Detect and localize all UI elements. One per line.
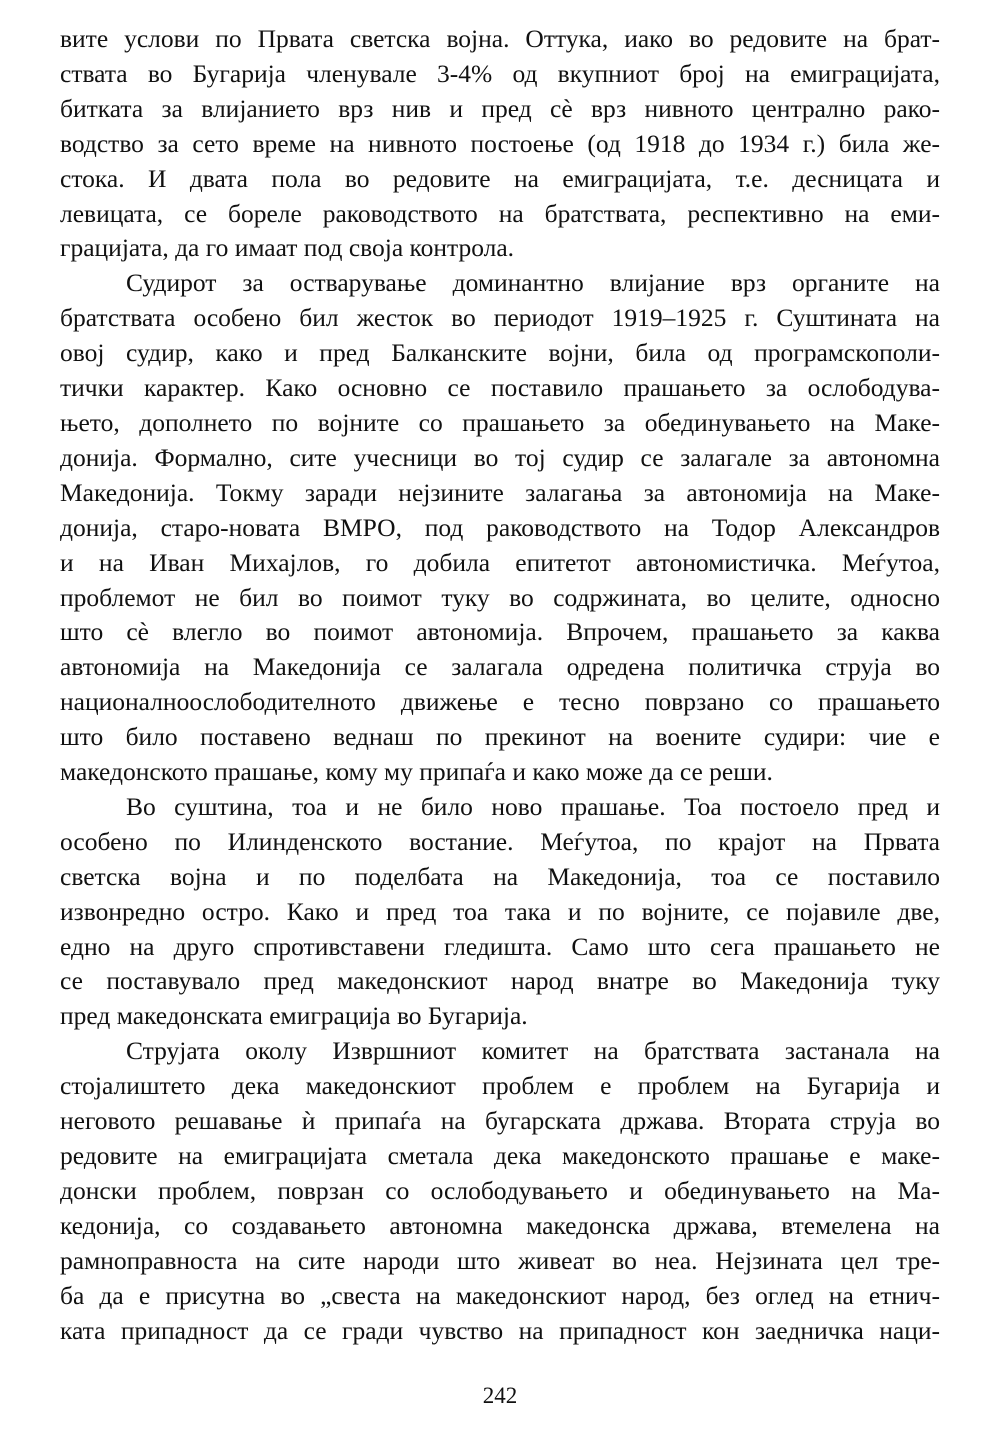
text-line: њето, дополнето по војните со прашањето за обединувањето на Маке- bbox=[60, 407, 940, 437]
text-line: рамноправноста на сите народи што живеат во неа. Нејзината цел тре- bbox=[60, 1245, 940, 1275]
text-line: редовите на емиграцијата сметала дека македонското прашање е маке- bbox=[60, 1141, 940, 1170]
text-line: стока. И двата пола во редовите на емиграцијата, т.е. десницата и bbox=[60, 163, 940, 193]
text-line: ствата во Бугарија членувале 3-4% од вкупниот број на емиграцијата, bbox=[60, 58, 940, 88]
text-line: братствата особено бил жесток во периодот 1919–1925 г. Суштината на bbox=[60, 303, 940, 333]
text-line: Струјата околу Извршниот комитет на братствата застанала на bbox=[126, 1036, 940, 1066]
text-line: и на Иван Михајлов, го добила епитетот автономистичка. Меѓутоа, bbox=[60, 547, 940, 577]
text-line: македонското прашање, кому му припаѓа и како може да се реши. bbox=[60, 757, 773, 787]
text-line: вите услови по Првата светска војна. Оттука, иако во редовите на брат- bbox=[60, 24, 940, 53]
text-line: извонредно остро. Како и пред тоа така и по војните, се појавиле две, bbox=[60, 896, 940, 926]
text-line: грацијата, да го имаат под своја контрола. bbox=[60, 233, 515, 263]
text-line: ката припадност да се гради чувство на припадност кон заедничка наци- bbox=[60, 1315, 940, 1345]
text-line: ба да е присутна во „свеста на македонскиот народ, без оглед на етнич- bbox=[60, 1280, 940, 1310]
text-line: проблемот не бил во поимот туку во содржината, во целите, односно bbox=[60, 582, 940, 612]
text-line: стојалиштето дека македонскиот проблем е проблем на Бугарија и bbox=[60, 1071, 940, 1101]
text-line: донија. Формално, сите учесници во тој судир се залагале за автономна bbox=[60, 442, 940, 472]
text-line: Во суштина, тоа и не било ново прашање. Тоа постоело пред и bbox=[126, 791, 940, 821]
text-line: националноослободителното движење е тесно поврзано со прашањето bbox=[60, 687, 940, 717]
text-line: се поставувало пред македонскиот народ внатре во Македонија туку bbox=[60, 966, 940, 996]
text-line: донски проблем, поврзан со ослободувањето и обединувањето на Ма- bbox=[60, 1175, 940, 1205]
body-text bbox=[60, 22, 940, 1348]
text-line: тички карактер. Како основно се поставило прашањето за ослободува- bbox=[60, 373, 940, 403]
text-line: неговото решавање ѝ припаѓа на бугарската држава. Втората струја во bbox=[60, 1106, 940, 1136]
text-line: светска војна и по поделбата на Македонија, тоа се поставило bbox=[60, 861, 940, 891]
text-line: овој судир, како и пред Балканските војни, била од програмскополи- bbox=[60, 338, 940, 368]
text-line: едно на друго спротивставени гледишта. Само што сега прашањето не bbox=[60, 931, 940, 961]
text-line: автономија на Македонија се залагала одредена политичка струја во bbox=[60, 652, 940, 682]
text-line: Судирот за остварување доминантно влијание врз органите на bbox=[126, 268, 940, 298]
text-line: кедонија, со создавањето автономна македонска држава, втемелена на bbox=[60, 1210, 940, 1240]
text-line: битката за влијанието врз нив и пред сè врз нивното централно рако- bbox=[60, 93, 940, 123]
text-line: пред македонската емиграција во Бугарија. bbox=[60, 1001, 528, 1031]
text-line: водство за сето време на нивното постоење (од 1918 до 1934 г.) била же- bbox=[60, 128, 940, 158]
text-line: што сè влегло во поимот автономија. Впрочем, прашањето за каква bbox=[60, 617, 940, 647]
text-line: особено по Илинденското востание. Меѓутоа, по крајот на Првата bbox=[60, 826, 940, 856]
text-line: Македонија. Токму заради нејзините залагања за автономија на Маке- bbox=[60, 477, 940, 507]
text-line: што било поставено веднаш по прекинот на воените судири: чие е bbox=[60, 722, 940, 752]
text-line: донија, старо-новата ВМРО, под раководството на Тодор Александров bbox=[60, 512, 940, 542]
text-line: левицата, се бореле раководството на братствата, респективно на еми- bbox=[60, 198, 940, 228]
page-number: 242 bbox=[482, 1383, 518, 1408]
